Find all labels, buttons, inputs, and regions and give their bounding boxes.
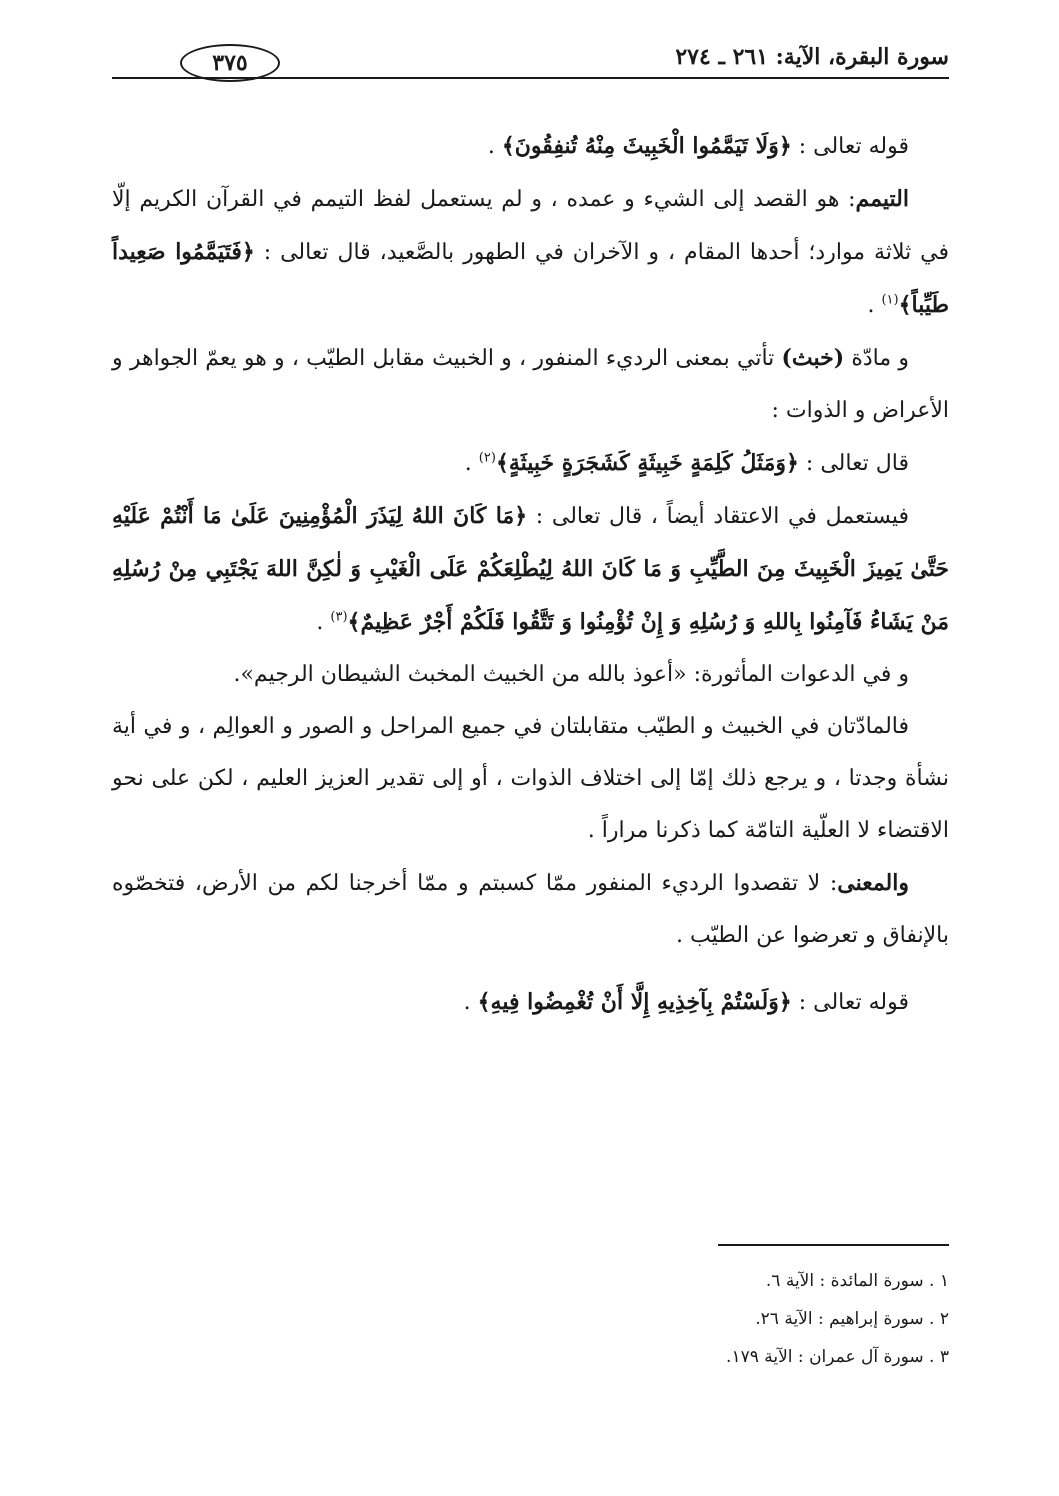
paragraph-8: [112, 857, 949, 962]
verse-lead: فيستعمل في الاعتقاد أيضاً ، قال تعالى :: [527, 504, 909, 529]
quran-verse: ﴿وَمَثَلُ كَلِمَةٍ خَبِيثَةٍ كَشَجَرَةٍ خَبِيثَةٍ﴾: [495, 450, 799, 476]
footnote-ref: (٢): [478, 450, 496, 466]
quran-verse: ﴿وَلَسْتُمْ بِآخِذِيهِ إِلَّا أَنْ تُغْمِضُوا فِيهِ﴾: [477, 989, 792, 1015]
verse-tail: .: [867, 293, 882, 318]
footnotes: [112, 1262, 949, 1376]
paragraph-text: : هو القصد إلى الشيء و عمده ، و لم يستعمل لفظ التيمم في القرآن الكريم إلّا في ثلاثة موارد؛ أحدها المقام ، و الآخران في الطهور بالصَّعيد، قال تعالى :: [112, 187, 949, 265]
footnote-2: ٢ . سورة إبراهيم : الآية ٢٦.: [755, 1309, 949, 1329]
footnote-3: ٣ . سورة آل عمران : الآية ١٧٩.: [726, 1347, 949, 1367]
paragraph-3: [112, 332, 949, 437]
verse-tail: .: [464, 451, 479, 476]
paragraph-6: [112, 649, 949, 701]
verse-lead: قال تعالى :: [798, 451, 909, 476]
footnote-ref: (٣): [330, 609, 348, 625]
quran-verse: ﴿فَتَيَمَّمُوا صَعِيداً طَيِّباً﴾: [112, 239, 949, 318]
verse-lead: قوله تعالى :: [791, 134, 909, 159]
quran-verse: ﴿وَلَا تَيَمَّمُوا الْخَبِيثَ مِنْهُ تُنفِقُونَ﴾: [501, 133, 792, 159]
paragraph-lead: و مادّة: [844, 346, 910, 371]
page-header: [112, 36, 949, 86]
verse-tail: .: [463, 990, 478, 1015]
paragraph-text: : لا تقصدوا الرديء المنفور ممّا كسبتم و ممّا أخرجنا لكم من الأرض، فتخصّوه بالإنفاق و تعرضوا عن الطيّب .: [112, 871, 949, 948]
quran-verse: ﴿مَا كَانَ اللهُ لِيَذَرَ الْمُؤْمِنِينَ عَلَىٰ مَا أَنْتُمْ عَلَيْهِ حَتَّىٰ يَمِيزَ الْخَبِيثَ مِنَ الطَّيِّبِ وَ مَا كَانَ اللهُ لِيُطْلِعَكُمْ عَلَى الْغَيْبِ وَ لٰكِنَّ اللهَ يَجْتَبِي مِنْ رُسُلِهِ مَنْ يَشَاءُ فَآمِنُوا بِاللهِ وَ رُسُلِهِ وَ إِنْ تُؤْمِنُوا وَ تَتَّقُوا فَلَكُمْ أَجْرٌ عَظِيمٌ﴾: [112, 503, 949, 635]
footnote-ref: (١): [881, 292, 899, 308]
paragraph-5: [112, 490, 949, 649]
verse-tail: .: [487, 134, 502, 159]
term-heading: (خبث): [781, 345, 845, 371]
term-heading: والمعنى: [837, 870, 909, 896]
footnote-1: ١ . سورة المائدة : الآية ٦.: [765, 1271, 949, 1291]
header-rule: [112, 77, 949, 79]
verse-lead: قوله تعالى :: [791, 990, 909, 1015]
paragraph-text: و في الدعوات المأثورة: «أعوذ بالله من الخبيث المخبث الشيطان الرجيم».: [233, 662, 909, 687]
paragraph-2: [112, 173, 949, 332]
running-header-title: سورة البقرة، الآية: ٢٦١ ـ ٢٧٤: [675, 44, 949, 70]
verse-tail: .: [316, 610, 331, 635]
main-text: [112, 120, 949, 1029]
page-number-badge: ٣٧٥: [180, 44, 280, 82]
footnote-separator: [718, 1244, 949, 1246]
paragraph-text: فالمادّتان في الخبيث و الطيّب متقابلتان في جميع المراحل و الصور و العوالِم ، و في أية نشأة وجدتا ، و يرجع ذلك إمّا إلى اختلاف الذوات ، أو إلى تقدير العزيز العليم ، لكن على نحو الاقتضاء لا العلّية التامّة كما ذكرنا مراراً .: [112, 714, 949, 843]
paragraph-text: تأتي بمعنى الرديء المنفور ، و الخبيث مقابل الطيّب ، و هو يعمّ الجواهر و الأعراض و الذوات :: [112, 346, 949, 423]
paragraph-1: [112, 120, 949, 173]
paragraph-9: [112, 976, 949, 1029]
term-heading: التيمم: [855, 186, 909, 212]
paragraph-4: [112, 437, 949, 490]
paragraph-7: [112, 701, 949, 857]
